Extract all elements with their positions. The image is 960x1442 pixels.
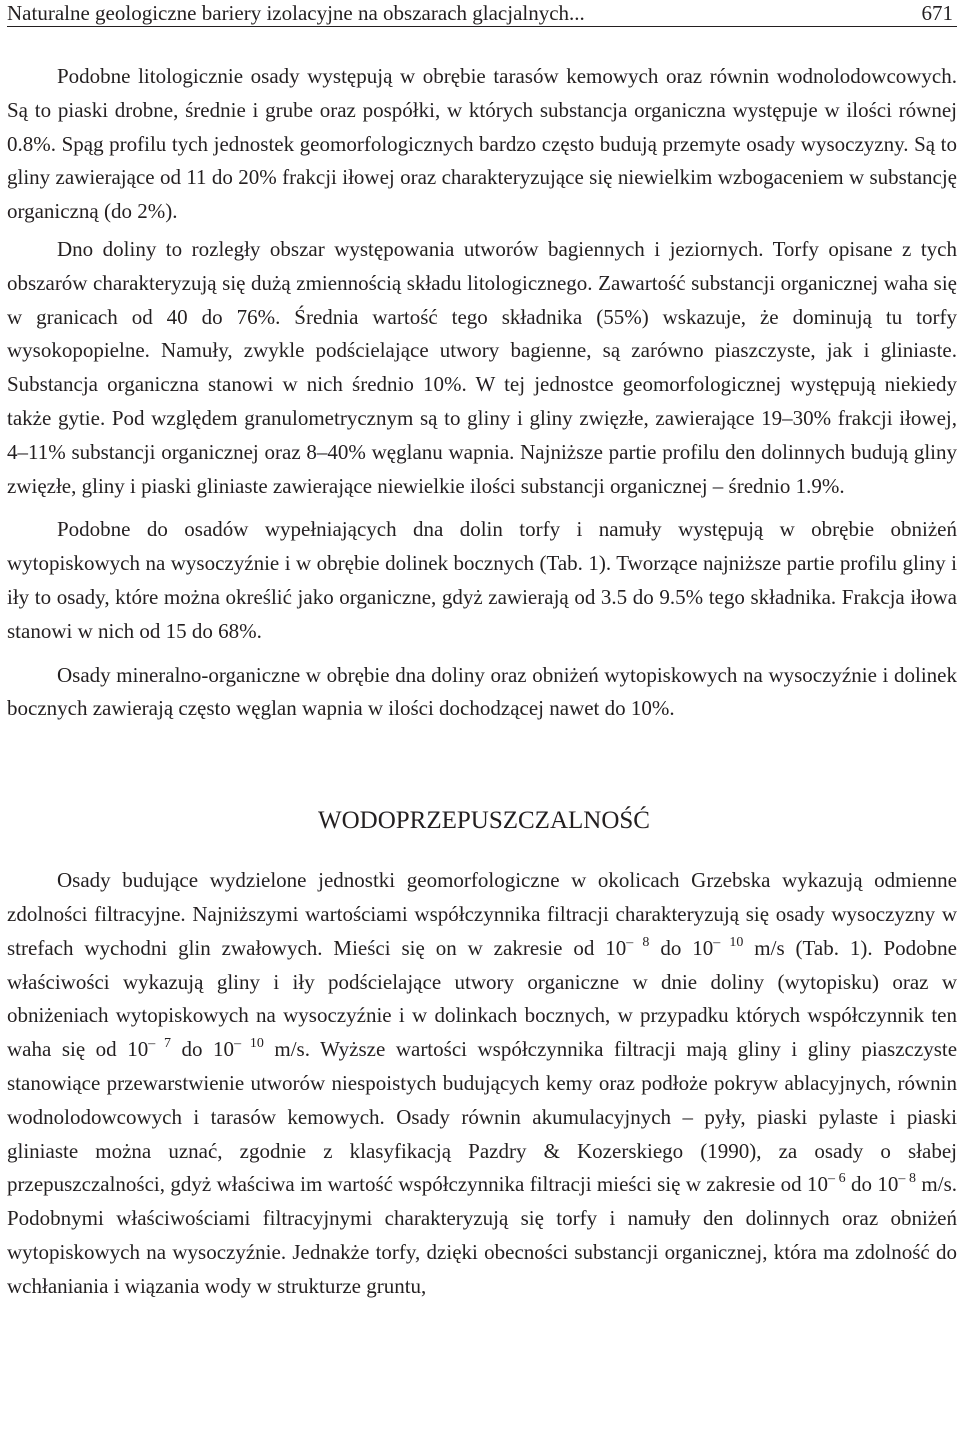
text-run: do 10: [649, 935, 714, 960]
exponent: – 8: [626, 934, 650, 950]
document-page: [7, 0, 957, 1304]
paragraph-kettle-depressions: Podobne do osadów wypełniających dna dolin torfy i namuły występują w obrębie obniżeń wytopiskowych na wysoczyźnie i w obrębie dolinek bocznych (Tab. 1). Tworzące najniższe partie profilu gliny i iły to osady, które można określić jako organiczne, gdyż zawierają od 3.5 do 9.5% tego składnika. Frakcja iłowa stanowi w nich od 15 do 68%.: [7, 517, 957, 643]
exponent: – 7: [148, 1036, 171, 1052]
paragraph-mineral-organic: Osady mineralno-organiczne w obrębie dna doliny oraz obniżeń wytopiskowych na wysoczyźnie i dolinek bocznych zawierają często węglan wapnia w ilości dochodzącej nawet do 10%.: [7, 662, 957, 721]
text-run: Osady budujące wydzielone jednostki geomorfologiczne w okolicach Grzebska wykazują odmienne zdolności filtracyjne. Najniższymi wartościami współczynnika filtracji charakteryzują się osady wysoczyzny w strefach wychodni glin zwałowych. Mieści się on w zakresie od 10: [7, 868, 957, 960]
running-title: Naturalne geologiczne bariery izolacyjne na obszarach glacjalnych...: [7, 1, 585, 25]
paragraph-permeability: [7, 864, 957, 1303]
text-run: m/s. Podobnymi właściwościami filtracyjnymi charakteryzują się torfy i namuły den dolinnych oraz obniżeń wytopiskowych na wysoczyźnie. Jednakże torfy, dzięki obecności substancji organicznej, która ma zdolność do wchłaniania i wiązania wody w strukturze gruntu,: [7, 1172, 957, 1298]
page-number: 671: [921, 1, 953, 25]
section-heading: WODOPRZEPUSZCZALNOŚĆ: [318, 807, 650, 835]
text-run: m/s. Wyższe wartości współczynnika filtracji mają gliny i gliny piaszczyste stanowiące przewarstwienie utworów niespoistych budujących kemy oraz podłoże pokryw ablacyjnych, równin wodnolodowcowych i tarasów kemowych. Osady równin akumulacyjnych – pyły, piaski pylaste i piaski gliniaste można uznać, zgodnie z klasyfikacją Pazdry & Kozerskiego (1990), za osady o słabej przepuszczalności, gdyż właściwa im wartość współczynnika filtracji mieści się w zakresie od 10: [7, 1037, 958, 1197]
paragraph-kame-terraces: Podobne litologicznie osady występują w obrębie tarasów kemowych oraz równin wodnolodowcowych. Są to piaski drobne, średnie i grube oraz pospółki, w których substancja organiczna występuje w ilości równej 0.8%. Spąg profilu tych jednostek geomorfologicznych bardzo często budują przemyte osady wysoczyzny. Są to gliny zawierające od 11 do 20% frakcji iłowej oraz charakteryzujące się niewielkim wzbogaceniem w substancję organiczną (do 2%).: [7, 64, 957, 224]
exponent: – 10: [234, 1036, 264, 1052]
text-run: m/s (Tab. 1). Podobne właściwości wykazują gliny i iły podścielające utwory organiczne w dnie doliny (wytopisku) oraz w obniżeniach wytopiskowych na wysoczyźnie i w dolinkach bocznych, w przypadku których współczynnik ten waha się od 10: [7, 935, 958, 1062]
body-text: [7, 60, 957, 1304]
text-run: do 10: [171, 1037, 235, 1062]
exponent: – 8: [898, 1171, 917, 1187]
paragraph-valley-floor: Dno doliny to rozległy obszar występowania utworów bagiennych i jeziornych. Torfy opisane z tych obszarów charakteryzują się dużą zmiennością składu litologicznego. Zawartość substancji organicznej waha się w granicach od 40 do 76%. Średnia wartość tego składnika (55%) wskazuje, że dominują tu torfy wysokopopielne. Namuły, zwykle podścielające utwory bagienne, są zarówno piaszczyste, jak i gliniaste. Substancja organiczna stanowi w nich średnio 10%. W tej jednostce geomorfologicznej występują niekiedy także gytie. Pod względem granulometrycznym są to gliny i gliny zwięzłe, zawierające 19–30% frakcji iłowej, 4–11% substancji organicznej oraz 8–40% węglanu wapnia. Najniższe partie profilu den dolinnych budują gliny zwięzłe, gliny i piaski gliniaste zawierające niewielkie ilości substancji organicznej – średnio 1.9%.: [7, 236, 957, 498]
running-header: [7, 0, 957, 27]
exponent: – 10: [713, 934, 744, 950]
text-run: do 10: [845, 1172, 899, 1197]
exponent: – 6: [827, 1171, 846, 1187]
